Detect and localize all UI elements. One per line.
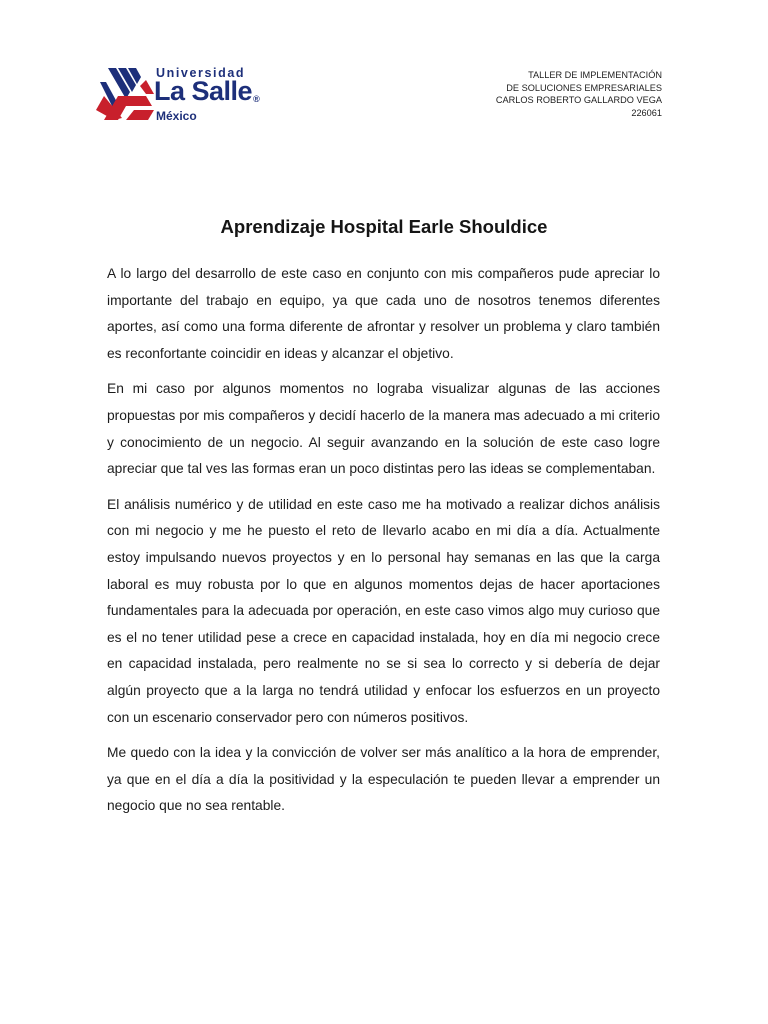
body-paragraph-2: En mi caso por algunos momentos no lograba visualizar algunas de las acciones propuestas por mis compañeros y decidí hacerlo de la manera mas adecuado a mi criterio y conocimiento de un negocio. Al seguir avanzando en la solución de este caso logre apreciar que tal ves las formas eran un poco distintas pero las ideas se complementaban.	[107, 381, 660, 477]
logo-lasalle-text	[154, 76, 259, 107]
header-student-id: 226061	[631, 107, 662, 118]
document-title: Aprendizaje Hospital Earle Shouldice	[220, 216, 548, 237]
logo-mexico-text: México	[156, 109, 197, 123]
logo-universidad-text: Universidad	[156, 66, 246, 80]
header-author-name: CARLOS ROBERTO GALLARDO VEGA	[495, 95, 662, 106]
document-body	[107, 261, 660, 829]
body-paragraph-1: A lo largo del desarrollo de este caso en conjunto con mis compañeros pude apreciar lo importante del trabajo en equipo, ya que cada uno de nosotros tenemos diferentes aportes, así como una forma diferente de afrontar y resolver un problema y claro también es reconfortante coincidir en ideas y alcanzar el objetivo.	[107, 266, 660, 361]
la-salle-emblem-icon	[96, 66, 154, 122]
header-course-line2: DE SOLUCIONES EMPRESARIALES	[506, 82, 662, 93]
logo-lasalle-name: La Salle	[154, 76, 253, 106]
header-info-block	[496, 69, 662, 119]
body-paragraph-3: El análisis numérico y de utilidad en este caso me ha motivado a realizar dichos análisis con mi negocio y me he puesto el reto de llevarlo acabo en mi día a día. Actualmente estoy impulsando nuevos proyectos y en lo personal hay semanas en las que la carga laboral es muy robusta por lo que en algunos momentos dejas de hacer aportaciones fundamentales para la adecuada por operación, en este caso vimos algo muy curioso que es el no tener utilidad pese a crece en capacidad instalada, hoy en día mi negocio crece en capacidad instalada, pero realmente no se si sea lo correcto y si debería de dejar algún proyecto que a la larga no tendrá utilidad y enfocar los esfuerzos en un proyecto con un escenario conservador pero con números positivos.	[107, 496, 660, 725]
body-paragraph-4: Me quedo con la idea y la convicción de volver ser más analítico a la hora de emprender, ya que en el día a día la positividad y la especulación te pueden llevar a emprender un negocio que no sea rentable.	[107, 745, 660, 814]
header-course-line1: TALLER DE IMPLEMENTACIÓN	[528, 70, 662, 80]
registered-mark: ®	[253, 94, 260, 104]
university-logo	[96, 62, 276, 126]
